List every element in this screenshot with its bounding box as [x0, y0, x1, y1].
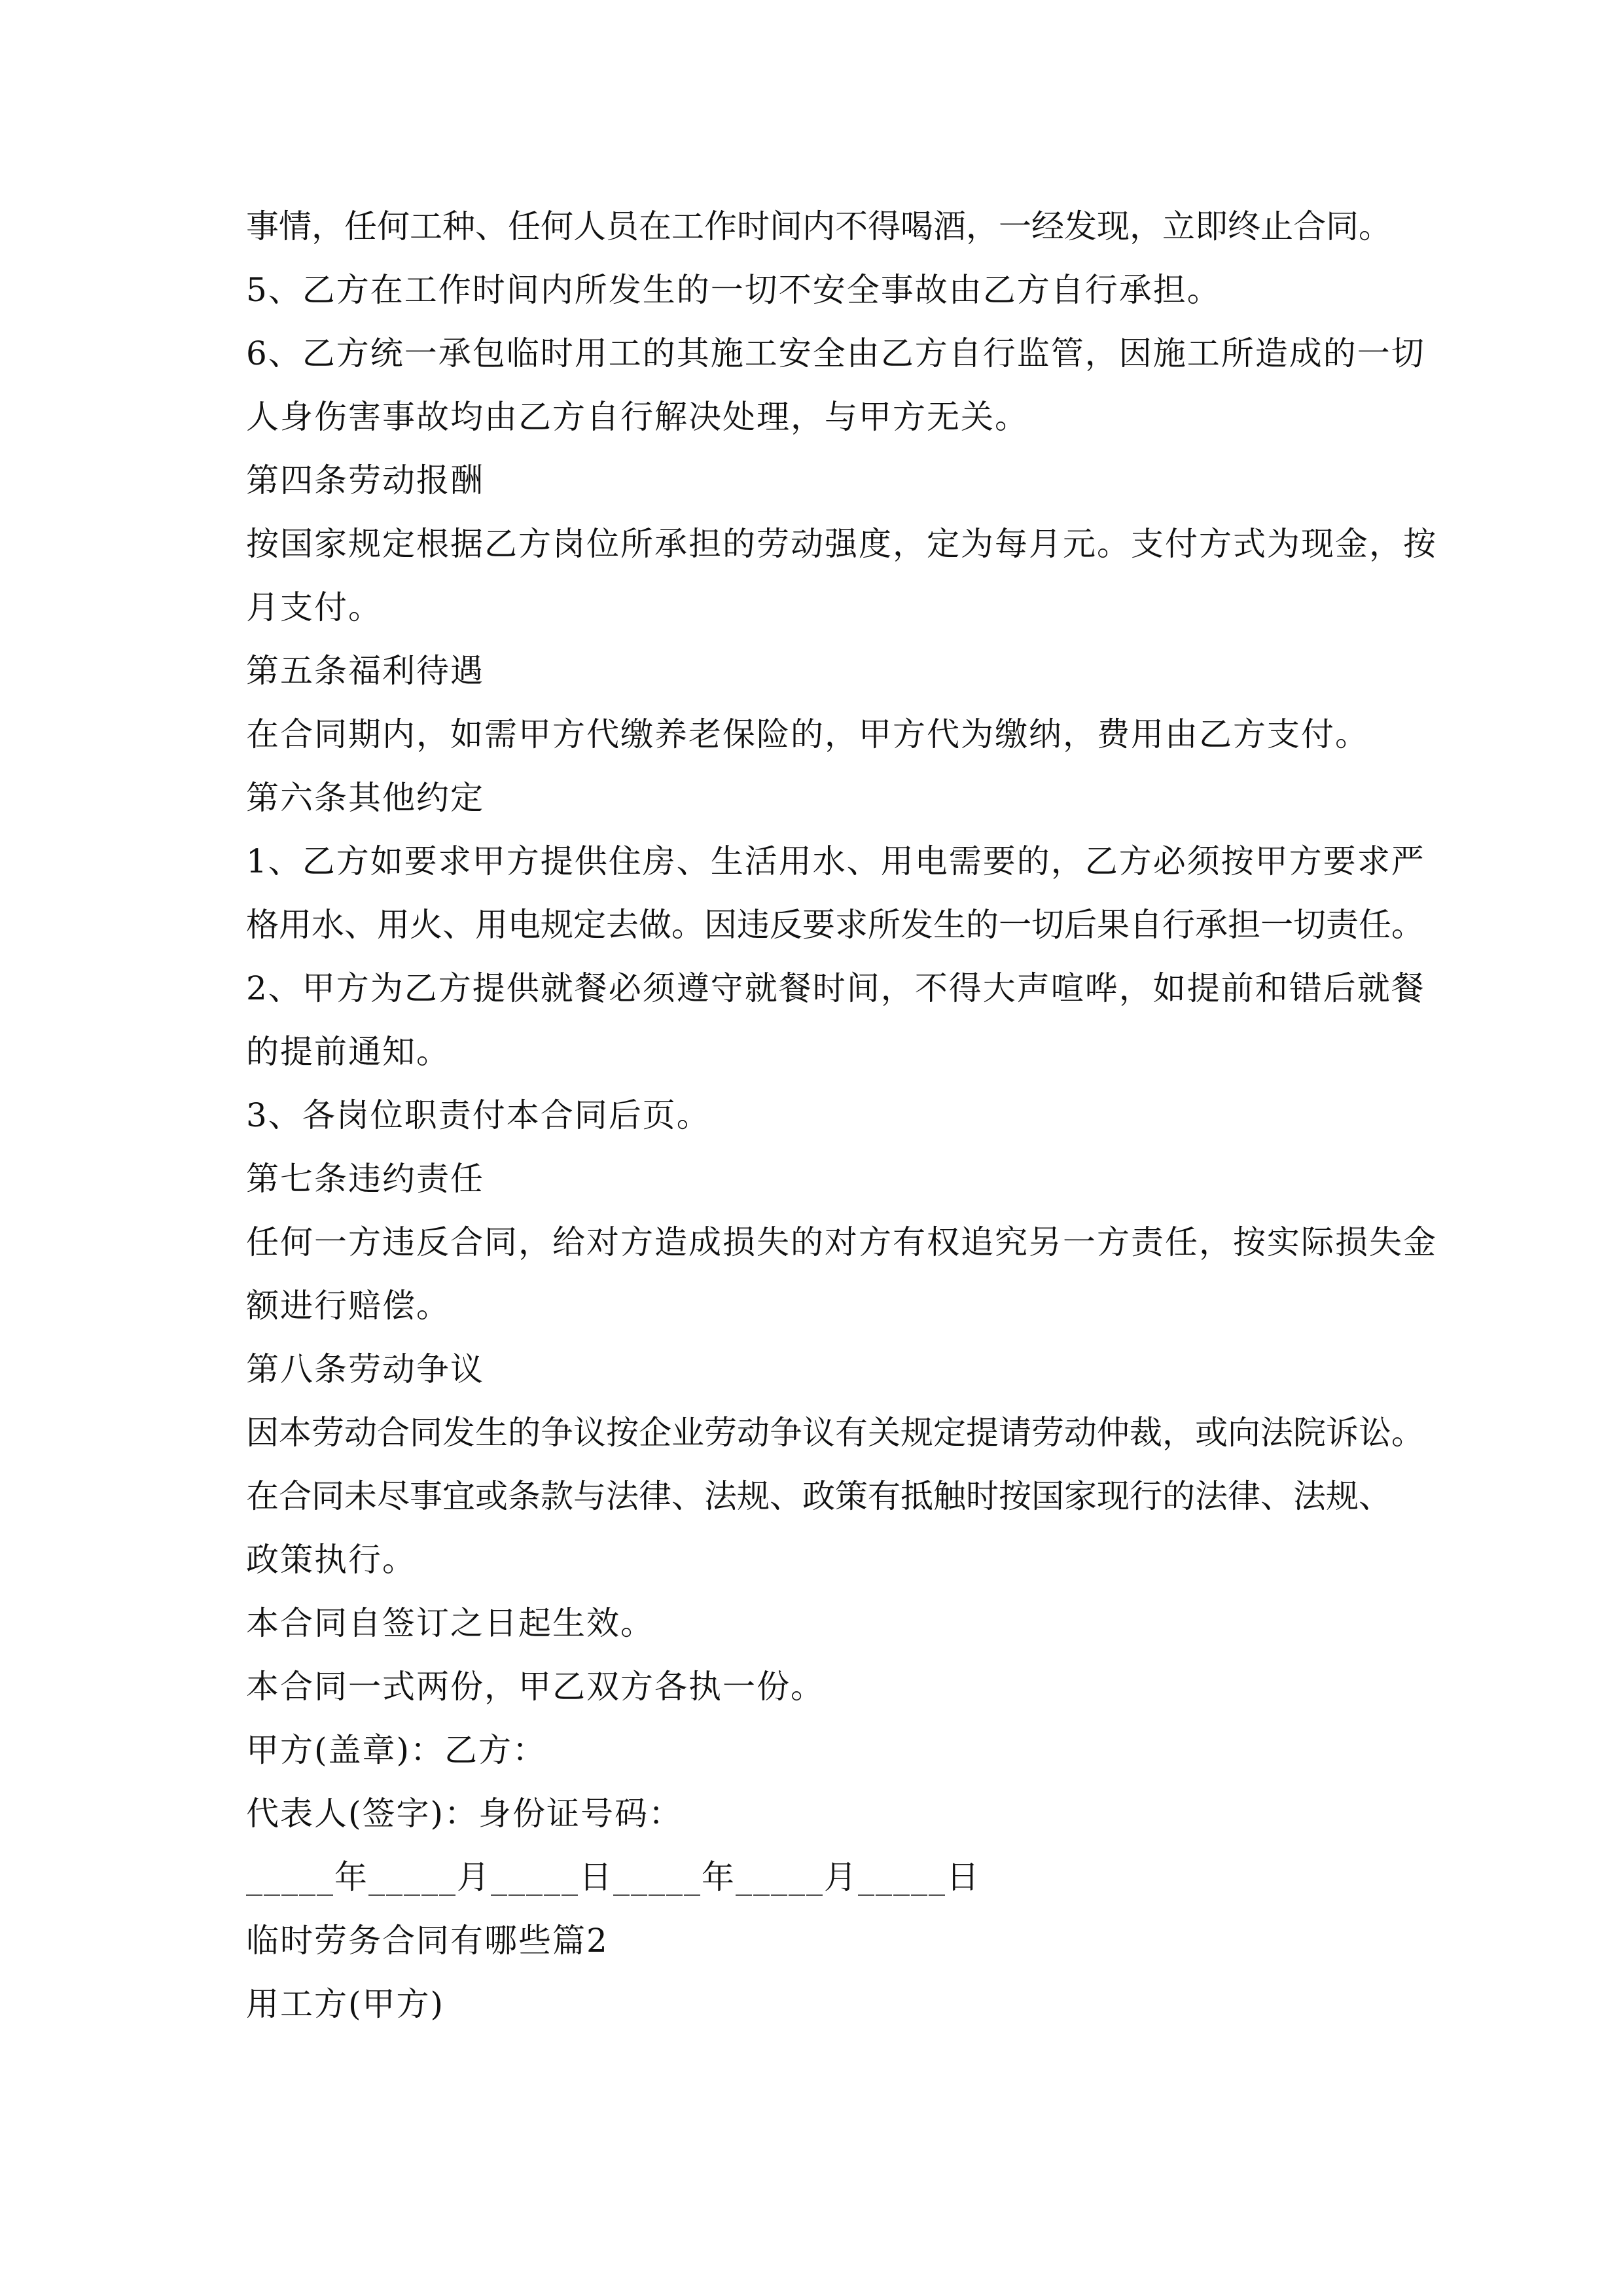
section-heading: 第五条福利待遇 — [246, 652, 484, 690]
section-heading: 第四条劳动报酬 — [246, 461, 484, 499]
paragraph-line: 本合同一式两份，甲乙双方各执一份。 — [246, 1668, 825, 1706]
paragraph-line: 任何一方违反合同，给对方造成损失的对方有权追究另一方责任，按实际损失金 — [246, 1223, 1437, 1261]
paragraph-line: 人身伤害事故均由乙方自行解决处理，与甲方无关。 — [246, 398, 1029, 436]
paragraph-line: 政策执行。 — [246, 1541, 416, 1579]
section-heading: 第七条违约责任 — [246, 1160, 484, 1198]
paragraph-line: 2、甲方为乙方提供就餐必须遵守就餐时间，不得大声喧哗，如提前和错后就餐 — [246, 969, 1425, 1007]
paragraph-line: 6、乙方统一承包临时用工的其施工安全由乙方自行监管，因施工所造成的一切 — [246, 334, 1425, 372]
paragraph-line: 额进行赔偿。 — [246, 1287, 450, 1325]
section-heading: 第六条其他约定 — [246, 779, 484, 817]
section-heading: 第八条劳动争议 — [246, 1350, 484, 1388]
date-line: _____年_____月_____日_____年_____月_____日 — [246, 1858, 980, 1896]
paragraph-line: 3、各岗位职责付本合同后页。 — [246, 1096, 711, 1134]
paragraph-line: 用工方(甲方) — [246, 1985, 445, 2023]
paragraph-line: 在合同未尽事宜或条款与法律、法规、政策有抵触时按国家现行的法律、法规、 — [246, 1477, 1391, 1515]
paragraph-line: 的提前通知。 — [246, 1033, 450, 1071]
paragraph-line: 5、乙方在工作时间内所发生的一切不安全事故由乙方自行承担。 — [246, 271, 1221, 309]
paragraph-line: 因本劳动合同发生的争议按企业劳动争议有关规定提请劳动仲裁，或向法院诉讼。 — [246, 1414, 1424, 1452]
signature-line-representative: 代表人(签字)：身份证号码： — [246, 1795, 683, 1833]
document-body — [246, 195, 1437, 2036]
paragraph-line: 本合同自签订之日起生效。 — [246, 1604, 654, 1642]
signature-line-party-a: 甲方(盖章)：乙方： — [246, 1731, 547, 1769]
paragraph-line: 月支付。 — [246, 588, 382, 626]
paragraph-line: 事情，任何工种、任何人员在工作时间内不得喝酒，一经发现，立即终止合同。 — [246, 207, 1391, 245]
paragraph-line: 在合同期内，如需甲方代缴养老保险的，甲方代为缴纳，费用由乙方支付。 — [246, 715, 1369, 753]
paragraph-line: 按国家规定根据乙方岗位所承担的劳动强度，定为每月元。支付方式为现金，按 — [246, 525, 1437, 563]
article-title: 临时劳务合同有哪些篇2 — [246, 1922, 609, 1960]
paragraph-line: 1、乙方如要求甲方提供住房、生活用水、用电需要的，乙方必须按甲方要求严 — [246, 842, 1425, 880]
paragraph-line: 格用水、用火、用电规定去做。因违反要求所发生的一切后果自行承担一切责任。 — [246, 906, 1424, 944]
